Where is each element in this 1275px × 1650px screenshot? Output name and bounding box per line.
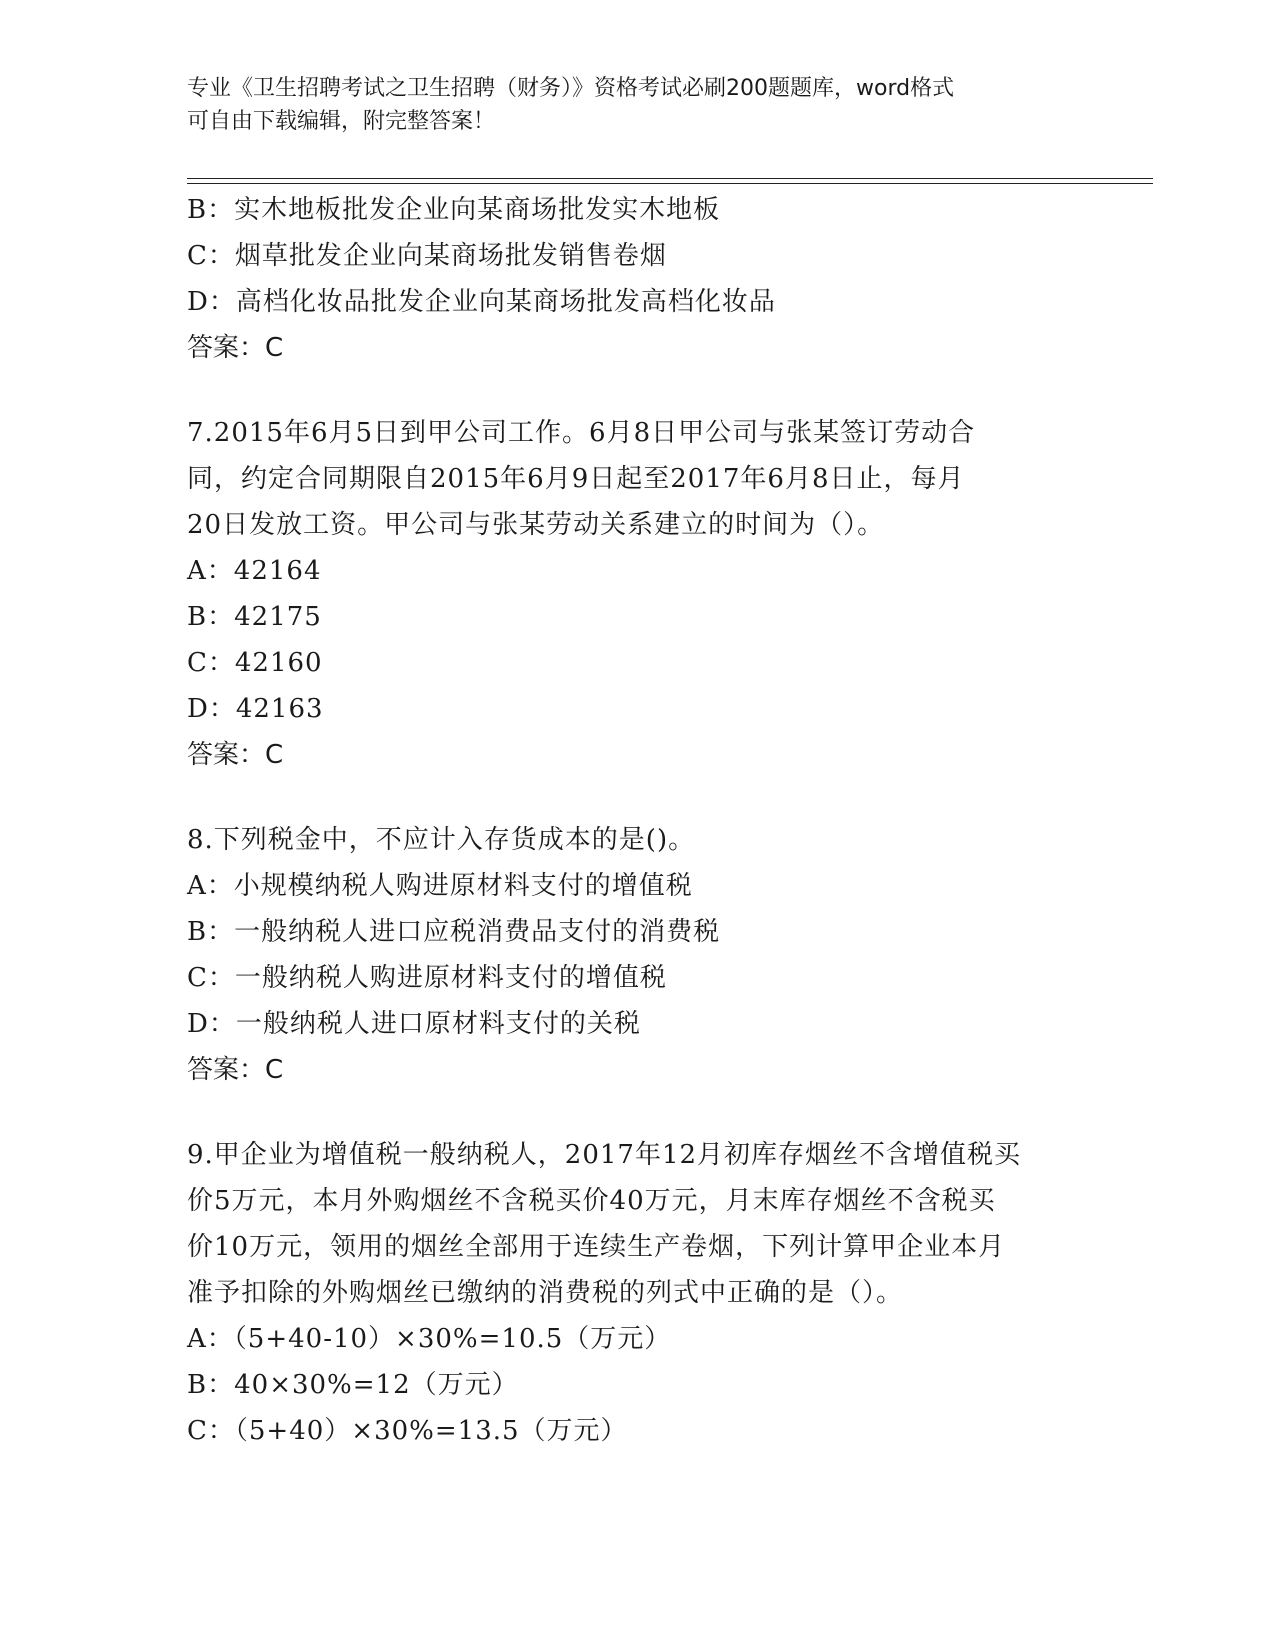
- document-header: [187, 72, 1087, 138]
- option-c: C：42160: [187, 648, 323, 678]
- answer: 答案：C: [187, 740, 284, 770]
- option-b: B：实木地板批发企业向某商场批发实木地板: [187, 195, 721, 225]
- answer: 答案：C: [187, 333, 284, 363]
- answer: 答案：C: [187, 1055, 284, 1085]
- option-d: D：42163: [187, 694, 324, 724]
- question-9: [187, 1132, 1087, 1454]
- option-d: D：高档化妆品批发企业向某商场批发高档化妆品: [187, 287, 776, 317]
- option-b: B：40×30%=12（万元）: [187, 1370, 519, 1400]
- question-8: [187, 817, 1087, 1093]
- option-a: A：42164: [187, 556, 322, 586]
- option-a: A：小规模纳税人购进原材料支付的增值税: [187, 871, 693, 901]
- question-stem-line: 准予扣除的外购烟丝已缴纳的消费税的列式中正确的是（）。: [187, 1278, 904, 1308]
- option-c: C：（5+40）×30%=13.5（万元）: [187, 1416, 628, 1446]
- question-stem-line: 同，约定合同期限自2015年6月9日起至2017年6月8日止，每月: [187, 464, 965, 494]
- header-title-line-2: 可自由下载编辑，附完整答案！: [187, 109, 496, 134]
- option-a: A：（5+40-10）×30%=10.5（万元）: [187, 1324, 672, 1354]
- header-divider-bottom: [187, 183, 1153, 184]
- question-stem-line: 价5万元，本月外购烟丝不含税买价40万元，月末库存烟丝不含税买: [187, 1186, 996, 1216]
- question-stem-line: 价10万元，领用的烟丝全部用于连续生产卷烟，下列计算甲企业本月: [187, 1232, 1006, 1262]
- question-content: [187, 187, 1087, 1454]
- header-divider-top: [187, 178, 1153, 179]
- option-d: D：一般纳税人进口原材料支付的关税: [187, 1009, 641, 1039]
- option-b: B：42175: [187, 602, 322, 632]
- header-title-line-1: 专业《卫生招聘考试之卫生招聘（财务）》资格考试必刷200题题库，word格式: [187, 76, 955, 101]
- option-c: C：烟草批发企业向某商场批发销售卷烟: [187, 241, 667, 271]
- question-stem-line: 7.2015年6月5日到甲公司工作。6月8日甲公司与张某签订劳动合: [187, 418, 976, 448]
- question-7: [187, 410, 1087, 778]
- question-stem-line: 9.甲企业为增值税一般纳税人，2017年12月初库存烟丝不含增值税买: [187, 1140, 1022, 1170]
- question-6: [187, 187, 1087, 371]
- option-c: C：一般纳税人购进原材料支付的增值税: [187, 963, 667, 993]
- question-stem-line: 20日发放工资。甲公司与张某劳动关系建立的时间为（）。: [187, 510, 885, 540]
- option-b: B：一般纳税人进口应税消费品支付的消费税: [187, 917, 721, 947]
- question-stem-line: 8.下列税金中，不应计入存货成本的是()。: [187, 825, 696, 855]
